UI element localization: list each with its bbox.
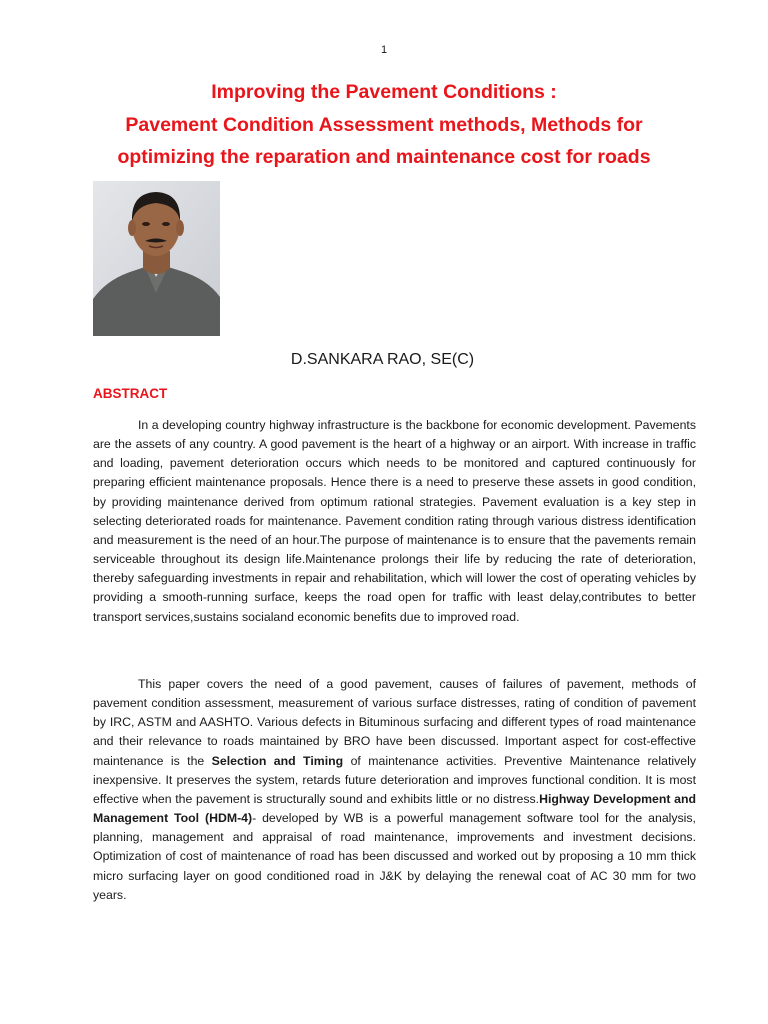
bold-hdm4: Highway Development and Management Tool (HDM-4): [93, 791, 697, 826]
title-line-3: optimizing the reparation and maintenance cost for roads: [117, 146, 651, 168]
page-number: 1: [380, 44, 388, 56]
abstract-paragraph-1: In a developing country highway infrastructure is the backbone for economic development. Pavements are the assets of any country. A good pavement is the heart of a highway or an airport. With increase in traffic and loading, pavement deterioration occurs which needs to be monitored and captured continuously for preparing efficient maintenance proposals. Hence there is a need to preserve these assets in good condition, by providing maintenance derived from optimum rational strategies. Pavement evaluation is a key step in selecting deteriorated roads for maintenance. Pavement condition rating through various distress identification and measurement is the need of an hour.The purpose of maintenance is to ensure that the pavements remain serviceable throughout its design life.Maintenance prolongs their life by reducing the rate of deterioration, thereby safeguarding investments in repair and rehabilitation, which will lower the cost of operating vehicles by providing a smooth-running surface, keeps the road open for traffic with least delay,contributes to better transport services,sustains socialand economic benefits due to improved road.: [93, 418, 696, 624]
abstract-paragraph-2: This paper covers the need of a good pavement, causes of failures of pavement, methods of pavement condition assessment, measurement of various surface distresses, rating of condition of pavement by IRC, ASTM and AASHTO. Various defects in Bituminous surfacing and different types of road maintenance and their relevance to roads maintained by BRO have been discussed. Important aspect for cost-effective maintenance is the Selection and Timing of maintenance activities. Preventive Maintenance relatively inexpensive. It preserves the system, retards future deterioration and improves functional condition. It is most effective when the pavement is structurally sound and exhibits little or no distress.Highway Development and Management Tool (HDM-4)- developed by WB is a powerful management software tool for the analysis, planning, management and appraisal of road maintenance, improvements and investment decisions. Optimization of cost of maintenance of road has been discussed and worked out by proposing a 10 mm thick micro surfacing layer on good conditioned road in J&K by delaying the renewal coat of AC 30 mm for two years.: [93, 677, 697, 902]
abstract-heading: ABSTRACT: [93, 386, 168, 401]
title-line-1: Improving the Pavement Conditions :: [211, 81, 557, 103]
author-portrait-image: [93, 181, 220, 336]
document-title: [40, 76, 728, 174]
bold-selection-timing: Selection and Timing: [211, 753, 344, 768]
title-line-2: Pavement Condition Assessment methods, Methods for: [125, 113, 643, 136]
author-name: D.SANKARA RAO, SE(C): [290, 351, 475, 368]
author-photo: [93, 181, 220, 336]
